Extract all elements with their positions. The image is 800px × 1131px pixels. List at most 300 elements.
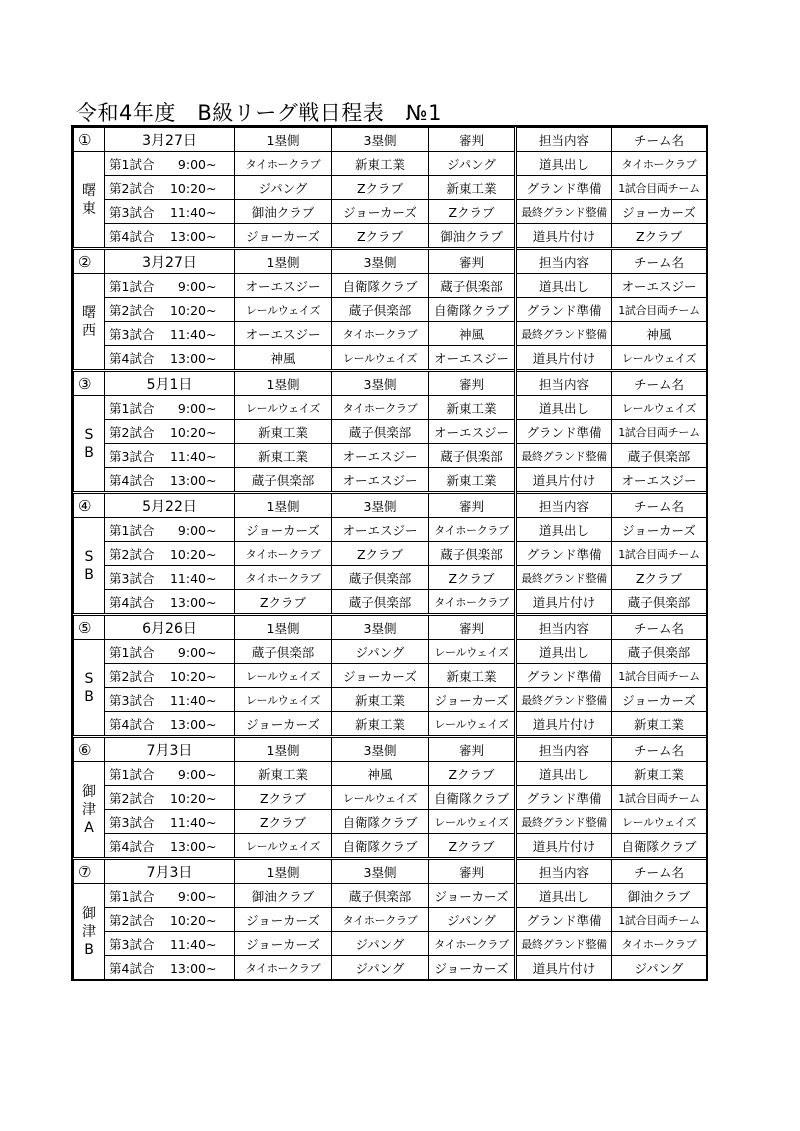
duty-team: 1試合目両チーム xyxy=(612,298,707,322)
duty-text: グランド準備 xyxy=(516,664,612,688)
header-umpire: 審判 xyxy=(429,737,516,762)
block-header-row xyxy=(74,249,707,274)
game-time: 11:40~ xyxy=(169,570,217,586)
game-row xyxy=(74,346,707,371)
umpire-team: タイホークラブ xyxy=(429,590,516,615)
third-base-team: 蔵子倶楽部 xyxy=(332,884,429,908)
block-header-row xyxy=(74,128,707,152)
header-duty: 担当内容 xyxy=(516,737,612,762)
duty-text: 道具片付け xyxy=(516,834,612,859)
third-base-team: 自衛隊クラブ xyxy=(332,834,429,859)
duty-team: Zクラブ xyxy=(612,566,707,590)
game-label: 第2試合 xyxy=(109,302,155,318)
game-slot xyxy=(105,274,235,298)
umpire-team: レールウェイズ xyxy=(429,712,516,737)
game-slot xyxy=(105,834,235,859)
game-time: 11:40~ xyxy=(169,326,217,342)
game-label: 第2試合 xyxy=(109,180,155,196)
header-third-base: 3塁側 xyxy=(332,493,429,518)
page-title: 令和4年度 B級リーグ戦日程表 №1 xyxy=(76,101,442,125)
umpire-team: Zクラブ xyxy=(429,200,516,224)
duty-team: ジパング xyxy=(612,956,707,980)
venue-char: S xyxy=(84,548,94,565)
duty-team: 蔵子倶楽部 xyxy=(612,590,707,615)
venue-cell xyxy=(74,762,105,859)
first-base-team: Zクラブ xyxy=(235,786,332,810)
umpire-team: Zクラブ xyxy=(429,566,516,590)
header-umpire: 審判 xyxy=(429,859,516,884)
umpire-team: オーエスジー xyxy=(429,346,516,371)
third-base-team: タイホークラブ xyxy=(332,396,429,420)
game-slot xyxy=(105,542,235,566)
venue-char: S xyxy=(84,670,94,687)
game-slot xyxy=(105,420,235,444)
third-base-team: 新東工業 xyxy=(332,688,429,712)
block-number: ① xyxy=(74,128,105,152)
game-slot xyxy=(105,346,235,371)
third-base-team: 新東工業 xyxy=(332,712,429,737)
game-slot xyxy=(105,518,235,542)
duty-team: 1試合目両チーム xyxy=(612,176,707,200)
game-slot xyxy=(105,176,235,200)
game-label: 第4試合 xyxy=(109,228,155,244)
header-umpire: 審判 xyxy=(429,128,516,152)
venue-char: S xyxy=(84,426,94,443)
first-base-team: 蔵子倶楽部 xyxy=(235,468,332,493)
duty-team: 1試合目両チーム xyxy=(612,542,707,566)
game-time: 9:00~ xyxy=(177,278,217,294)
game-row xyxy=(74,396,707,420)
header-team: チーム名 xyxy=(612,615,707,640)
duty-text: 道具出し xyxy=(516,274,612,298)
game-row xyxy=(74,688,707,712)
game-row xyxy=(74,152,707,176)
game-label: 第2試合 xyxy=(109,790,155,806)
header-first-base: 1塁側 xyxy=(235,615,332,640)
game-row xyxy=(74,786,707,810)
duty-text: 道具片付け xyxy=(516,590,612,615)
game-label: 第1試合 xyxy=(109,156,155,172)
venue-cell xyxy=(74,884,105,980)
game-row xyxy=(74,762,707,786)
duty-team: ジョーカーズ xyxy=(612,518,707,542)
umpire-team: ジョーカーズ xyxy=(429,688,516,712)
game-label: 第1試合 xyxy=(109,644,155,660)
venue-char: 西 xyxy=(82,322,96,339)
game-row xyxy=(74,518,707,542)
game-time: 10:20~ xyxy=(169,668,217,684)
game-slot xyxy=(105,298,235,322)
header-third-base: 3塁側 xyxy=(332,371,429,396)
duty-text: グランド準備 xyxy=(516,298,612,322)
umpire-team: 自衛隊クラブ xyxy=(429,786,516,810)
block-date: 5月22日 xyxy=(105,493,235,518)
game-row xyxy=(74,322,707,346)
first-base-team: レールウェイズ xyxy=(235,396,332,420)
duty-team: レールウェイズ xyxy=(612,810,707,834)
game-slot xyxy=(105,396,235,420)
venue-cell xyxy=(74,396,105,493)
game-row xyxy=(74,566,707,590)
game-slot xyxy=(105,224,235,249)
duty-text: 道具片付け xyxy=(516,224,612,249)
duty-text: 最終グランド整備 xyxy=(516,200,612,224)
game-time: 10:20~ xyxy=(169,912,217,928)
duty-text: グランド準備 xyxy=(516,786,612,810)
duty-text: 道具片付け xyxy=(516,468,612,493)
third-base-team: レールウェイズ xyxy=(332,786,429,810)
third-base-team: ジパング xyxy=(332,932,429,956)
block-header-row xyxy=(74,493,707,518)
game-label: 第2試合 xyxy=(109,668,155,684)
game-label: 第3試合 xyxy=(109,570,155,586)
block-number: ④ xyxy=(74,493,105,518)
game-slot xyxy=(105,152,235,176)
first-base-team: ジョーカーズ xyxy=(235,224,332,249)
block-number: ⑦ xyxy=(74,859,105,884)
first-base-team: レールウェイズ xyxy=(235,664,332,688)
game-row xyxy=(74,274,707,298)
third-base-team: Zクラブ xyxy=(332,176,429,200)
header-umpire: 審判 xyxy=(429,615,516,640)
game-label: 第1試合 xyxy=(109,888,155,904)
game-label: 第1試合 xyxy=(109,278,155,294)
third-base-team: オーエスジー xyxy=(332,468,429,493)
header-first-base: 1塁側 xyxy=(235,249,332,274)
game-row xyxy=(74,298,707,322)
block-date: 7月3日 xyxy=(105,859,235,884)
game-time: 10:20~ xyxy=(169,180,217,196)
third-base-team: Zクラブ xyxy=(332,224,429,249)
header-first-base: 1塁側 xyxy=(235,737,332,762)
third-base-team: 神風 xyxy=(332,762,429,786)
duty-team: 御油クラブ xyxy=(612,884,707,908)
umpire-team: 自衛隊クラブ xyxy=(429,298,516,322)
first-base-team: オーエスジー xyxy=(235,274,332,298)
third-base-team: タイホークラブ xyxy=(332,908,429,932)
duty-team: オーエスジー xyxy=(612,468,707,493)
game-time: 9:00~ xyxy=(177,400,217,416)
third-base-team: 自衛隊クラブ xyxy=(332,274,429,298)
game-time: 13:00~ xyxy=(169,594,217,610)
game-label: 第2試合 xyxy=(109,424,155,440)
game-time: 10:20~ xyxy=(169,302,217,318)
duty-team: ジョーカーズ xyxy=(612,200,707,224)
game-row xyxy=(74,884,707,908)
duty-team: タイホークラブ xyxy=(612,932,707,956)
first-base-team: ジョーカーズ xyxy=(235,932,332,956)
game-time: 11:40~ xyxy=(169,814,217,830)
game-time: 11:40~ xyxy=(169,692,217,708)
duty-text: 道具片付け xyxy=(516,956,612,980)
game-slot xyxy=(105,468,235,493)
duty-text: 道具出し xyxy=(516,884,612,908)
header-third-base: 3塁側 xyxy=(332,128,429,152)
duty-text: 道具出し xyxy=(516,396,612,420)
game-label: 第3試合 xyxy=(109,814,155,830)
third-base-team: 蔵子倶楽部 xyxy=(332,566,429,590)
game-row xyxy=(74,834,707,859)
duty-text: グランド準備 xyxy=(516,542,612,566)
duty-text: 道具片付け xyxy=(516,712,612,737)
game-slot xyxy=(105,322,235,346)
first-base-team: Zクラブ xyxy=(235,590,332,615)
duty-text: 道具出し xyxy=(516,762,612,786)
duty-team: オーエスジー xyxy=(612,274,707,298)
first-base-team: 御油クラブ xyxy=(235,200,332,224)
schedule-table xyxy=(73,127,707,980)
header-first-base: 1塁側 xyxy=(235,371,332,396)
header-team: チーム名 xyxy=(612,737,707,762)
duty-team: 新東工業 xyxy=(612,712,707,737)
duty-text: 道具出し xyxy=(516,640,612,664)
duty-team: 1試合目両チーム xyxy=(612,908,707,932)
header-team: チーム名 xyxy=(612,249,707,274)
third-base-team: ジパング xyxy=(332,956,429,980)
header-team: チーム名 xyxy=(612,371,707,396)
umpire-team: レールウェイズ xyxy=(429,810,516,834)
umpire-team: ジパング xyxy=(429,152,516,176)
venue-char: B xyxy=(84,941,94,958)
third-base-team: ジパング xyxy=(332,640,429,664)
game-row xyxy=(74,224,707,249)
umpire-team: Zクラブ xyxy=(429,834,516,859)
block-header-row xyxy=(74,615,707,640)
duty-text: 道具出し xyxy=(516,152,612,176)
game-time: 13:00~ xyxy=(169,472,217,488)
first-base-team: タイホークラブ xyxy=(235,542,332,566)
duty-team: 蔵子倶楽部 xyxy=(612,640,707,664)
game-time: 9:00~ xyxy=(177,888,217,904)
game-slot xyxy=(105,640,235,664)
game-label: 第1試合 xyxy=(109,400,155,416)
game-label: 第3試合 xyxy=(109,326,155,342)
header-duty: 担当内容 xyxy=(516,249,612,274)
duty-text: グランド準備 xyxy=(516,176,612,200)
duty-team: レールウェイズ xyxy=(612,396,707,420)
venue-char: 津 xyxy=(82,801,96,818)
header-umpire: 審判 xyxy=(429,371,516,396)
venue-char: 御 xyxy=(82,905,96,922)
game-time: 11:40~ xyxy=(169,936,217,952)
umpire-team: オーエスジー xyxy=(429,420,516,444)
header-team: チーム名 xyxy=(612,859,707,884)
first-base-team: ジパング xyxy=(235,176,332,200)
game-slot xyxy=(105,810,235,834)
game-slot xyxy=(105,712,235,737)
duty-text: 最終グランド整備 xyxy=(516,688,612,712)
venue-char: A xyxy=(84,819,94,836)
game-slot xyxy=(105,884,235,908)
game-time: 13:00~ xyxy=(169,838,217,854)
header-duty: 担当内容 xyxy=(516,493,612,518)
first-base-team: 新東工業 xyxy=(235,762,332,786)
game-row xyxy=(74,200,707,224)
first-base-team: タイホークラブ xyxy=(235,152,332,176)
game-slot xyxy=(105,688,235,712)
third-base-team: ジョーカーズ xyxy=(332,200,429,224)
game-row xyxy=(74,444,707,468)
game-slot xyxy=(105,932,235,956)
game-time: 9:00~ xyxy=(177,522,217,538)
umpire-team: 蔵子倶楽部 xyxy=(429,274,516,298)
duty-team: ジョーカーズ xyxy=(612,688,707,712)
umpire-team: ジョーカーズ xyxy=(429,956,516,980)
game-row xyxy=(74,810,707,834)
duty-text: 最終グランド整備 xyxy=(516,444,612,468)
game-label: 第1試合 xyxy=(109,766,155,782)
first-base-team: ジョーカーズ xyxy=(235,518,332,542)
game-label: 第4試合 xyxy=(109,350,155,366)
game-time: 13:00~ xyxy=(169,350,217,366)
game-row xyxy=(74,590,707,615)
game-slot xyxy=(105,200,235,224)
header-umpire: 審判 xyxy=(429,493,516,518)
first-base-team: タイホークラブ xyxy=(235,956,332,980)
umpire-team: タイホークラブ xyxy=(429,932,516,956)
game-label: 第3試合 xyxy=(109,204,155,220)
venue-char: 曙 xyxy=(82,182,96,199)
game-row xyxy=(74,712,707,737)
umpire-team: 新東工業 xyxy=(429,396,516,420)
third-base-team: タイホークラブ xyxy=(332,322,429,346)
game-row xyxy=(74,932,707,956)
venue-cell xyxy=(74,152,105,249)
header-duty: 担当内容 xyxy=(516,371,612,396)
third-base-team: 新東工業 xyxy=(332,152,429,176)
game-time: 11:40~ xyxy=(169,204,217,220)
umpire-team: Zクラブ xyxy=(429,762,516,786)
first-base-team: 新東工業 xyxy=(235,444,332,468)
umpire-team: レールウェイズ xyxy=(429,640,516,664)
first-base-team: ジョーカーズ xyxy=(235,908,332,932)
venue-char: 津 xyxy=(82,923,96,940)
duty-team: タイホークラブ xyxy=(612,152,707,176)
game-row xyxy=(74,640,707,664)
game-row xyxy=(74,664,707,688)
duty-team: 1試合目両チーム xyxy=(612,420,707,444)
game-label: 第2試合 xyxy=(109,546,155,562)
header-first-base: 1塁側 xyxy=(235,859,332,884)
game-time: 11:40~ xyxy=(169,448,217,464)
third-base-team: オーエスジー xyxy=(332,444,429,468)
duty-team: 蔵子倶楽部 xyxy=(612,444,707,468)
block-date: 6月26日 xyxy=(105,615,235,640)
umpire-team: タイホークラブ xyxy=(429,518,516,542)
header-duty: 担当内容 xyxy=(516,615,612,640)
first-base-team: オーエスジー xyxy=(235,322,332,346)
header-umpire: 審判 xyxy=(429,249,516,274)
first-base-team: レールウェイズ xyxy=(235,834,332,859)
duty-team: 神風 xyxy=(612,322,707,346)
game-label: 第3試合 xyxy=(109,692,155,708)
game-row xyxy=(74,468,707,493)
venue-char: 御 xyxy=(82,783,96,800)
header-first-base: 1塁側 xyxy=(235,128,332,152)
duty-team: 1試合目両チーム xyxy=(612,664,707,688)
duty-text: 最終グランド整備 xyxy=(516,322,612,346)
third-base-team: レールウェイズ xyxy=(332,346,429,371)
game-label: 第4試合 xyxy=(109,960,155,976)
venue-char: B xyxy=(84,444,94,461)
block-header-row xyxy=(74,737,707,762)
game-time: 13:00~ xyxy=(169,960,217,976)
duty-text: 道具片付け xyxy=(516,346,612,371)
umpire-team: 神風 xyxy=(429,322,516,346)
game-time: 13:00~ xyxy=(169,716,217,732)
duty-team: レールウェイズ xyxy=(612,346,707,371)
first-base-team: レールウェイズ xyxy=(235,298,332,322)
umpire-team: 新東工業 xyxy=(429,176,516,200)
game-label: 第1試合 xyxy=(109,522,155,538)
umpire-team: ジパング xyxy=(429,908,516,932)
third-base-team: 蔵子倶楽部 xyxy=(332,420,429,444)
duty-team: 1試合目両チーム xyxy=(612,786,707,810)
third-base-team: 自衛隊クラブ xyxy=(332,810,429,834)
umpire-team: 蔵子倶楽部 xyxy=(429,444,516,468)
block-number: ⑤ xyxy=(74,615,105,640)
duty-text: 最終グランド整備 xyxy=(516,810,612,834)
duty-text: グランド準備 xyxy=(516,420,612,444)
game-label: 第4試合 xyxy=(109,716,155,732)
header-third-base: 3塁側 xyxy=(332,249,429,274)
umpire-team: ジョーカーズ xyxy=(429,884,516,908)
game-row xyxy=(74,956,707,980)
block-number: ③ xyxy=(74,371,105,396)
header-third-base: 3塁側 xyxy=(332,615,429,640)
header-team: チーム名 xyxy=(612,493,707,518)
header-duty: 担当内容 xyxy=(516,128,612,152)
venue-char: 曙 xyxy=(82,304,96,321)
game-row xyxy=(74,420,707,444)
block-date: 7月3日 xyxy=(105,737,235,762)
third-base-team: 蔵子倶楽部 xyxy=(332,298,429,322)
venue-char: B xyxy=(84,688,94,705)
duty-team: Zクラブ xyxy=(612,224,707,249)
third-base-team: ジョーカーズ xyxy=(332,664,429,688)
duty-team: 新東工業 xyxy=(612,762,707,786)
game-label: 第3試合 xyxy=(109,936,155,952)
header-duty: 担当内容 xyxy=(516,859,612,884)
venue-char: B xyxy=(84,566,94,583)
game-slot xyxy=(105,590,235,615)
game-time: 9:00~ xyxy=(177,644,217,660)
game-slot xyxy=(105,444,235,468)
game-slot xyxy=(105,762,235,786)
game-label: 第2試合 xyxy=(109,912,155,928)
game-slot xyxy=(105,908,235,932)
duty-text: 最終グランド整備 xyxy=(516,932,612,956)
game-row xyxy=(74,176,707,200)
duty-team: 自衛隊クラブ xyxy=(612,834,707,859)
first-base-team: Zクラブ xyxy=(235,810,332,834)
block-header-row xyxy=(74,371,707,396)
game-slot xyxy=(105,664,235,688)
header-first-base: 1塁側 xyxy=(235,493,332,518)
game-time: 9:00~ xyxy=(177,156,217,172)
umpire-team: 新東工業 xyxy=(429,468,516,493)
umpire-team: 御油クラブ xyxy=(429,224,516,249)
header-third-base: 3塁側 xyxy=(332,859,429,884)
header-team: チーム名 xyxy=(612,128,707,152)
first-base-team: ジョーカーズ xyxy=(235,712,332,737)
first-base-team: レールウェイズ xyxy=(235,688,332,712)
first-base-team: 蔵子倶楽部 xyxy=(235,640,332,664)
block-number: ⑥ xyxy=(74,737,105,762)
block-date: 3月27日 xyxy=(105,128,235,152)
header-third-base: 3塁側 xyxy=(332,737,429,762)
third-base-team: オーエスジー xyxy=(332,518,429,542)
